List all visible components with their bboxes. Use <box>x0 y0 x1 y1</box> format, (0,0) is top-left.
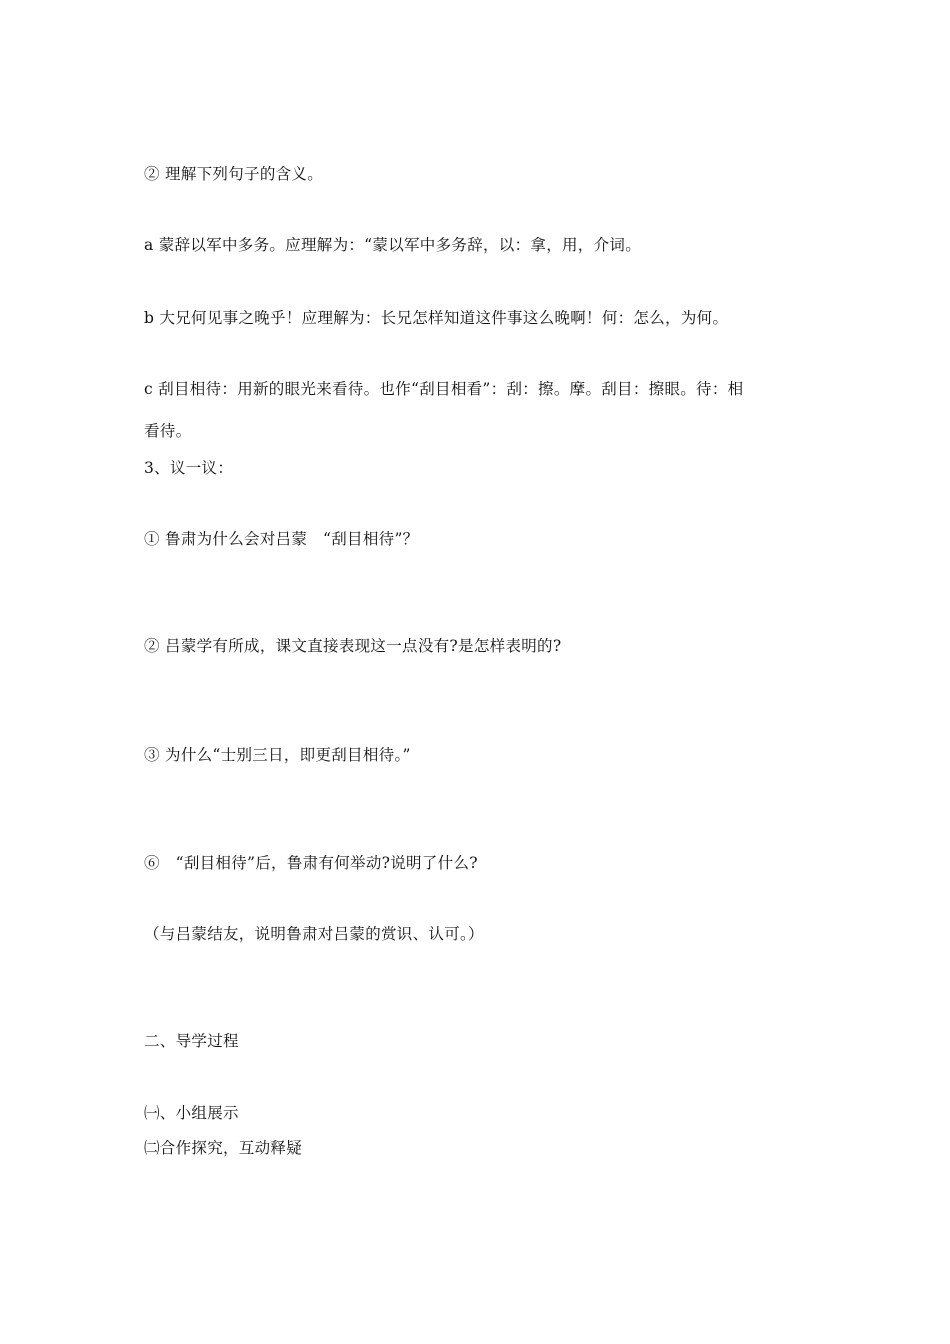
sentence-c: c 刮目相待：用新的眼光来看待。也作“刮目相看”：刮：擦。摩。刮目：擦眼。待：相 <box>144 380 744 398</box>
question-3: ③ 为什么“士别三日，即更刮目相待。” <box>144 746 411 764</box>
subsection-2: ㈡合作探究，互动释疑 <box>144 1139 303 1157</box>
subsection-1: ㈠、小组展示 <box>144 1104 239 1122</box>
sentence-b: b 大兄何见事之晚乎！应理解为：长兄怎样知道这件事这么晚啊！何：怎么，为何。 <box>144 309 729 327</box>
section-3-heading: 3、议一议： <box>144 459 234 477</box>
sentence-c-continued: 看待。 <box>144 422 192 440</box>
section-2-heading: 二、导学过程 <box>144 1032 239 1050</box>
question-6: ⑥ “刮目相待”后，鲁肃有何举动?说明了什么? <box>144 854 478 872</box>
item-2-understand-sentences: ② 理解下列句子的含义。 <box>144 165 324 183</box>
question-2: ② 吕蒙学有所成，课文直接表现这一点没有?是怎样表明的? <box>144 637 562 655</box>
sentence-a: a 蒙辞以军中多务。应理解为：“蒙以军中多务辞，以：拿，用，介词。 <box>144 236 641 254</box>
question-1: ① 鲁肃为什么会对吕蒙 “刮目相待”？ <box>144 530 419 548</box>
answer-note: （与吕蒙结友，说明鲁肃对吕蒙的赏识、认可。） <box>144 925 484 943</box>
